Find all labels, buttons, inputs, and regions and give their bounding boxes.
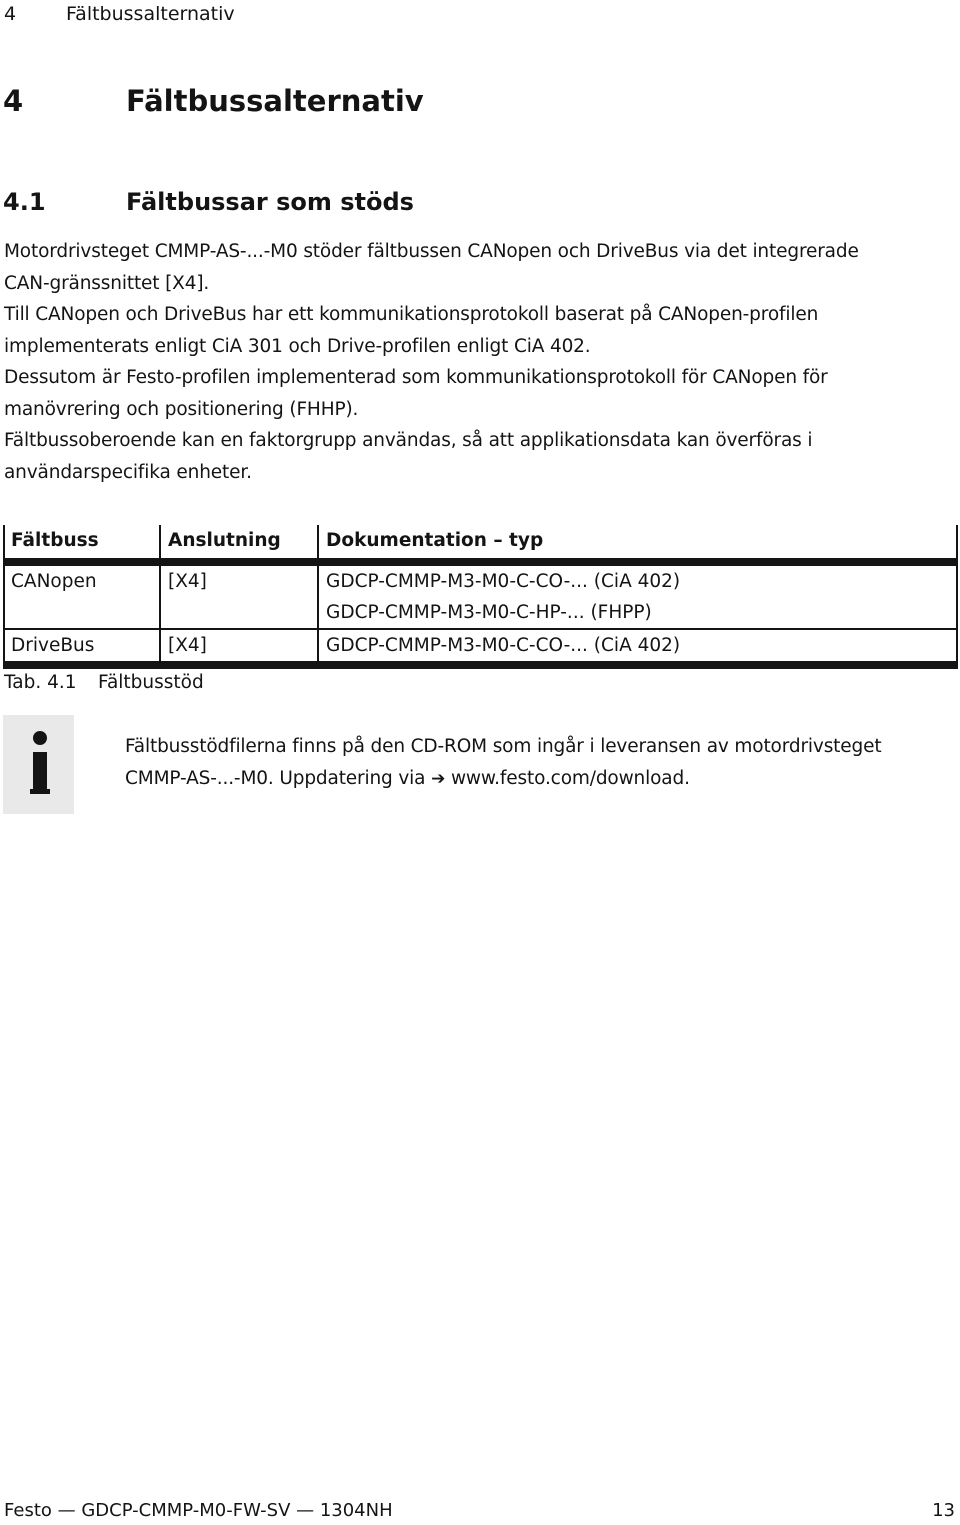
download-link[interactable]: www.festo.com/download.	[450, 768, 690, 789]
table-caption-text: Fältbusstöd	[98, 672, 204, 693]
doc-reference: GDCP-CMMP-M3-M0-C-HP-... (FHPP)	[326, 602, 652, 623]
info-note-line2: CMMP-AS-...-M0. Uppdatering via	[125, 768, 426, 789]
paragraph-festo-profile: Dessutom är Festo-profilen implementerad som kommunikationsprotokoll för CANopen för manövrering och positionering (FHHP).	[4, 367, 828, 420]
chapter-heading-number: 4	[3, 84, 24, 118]
paragraph-factor-group: Fältbussoberoende kan en faktorgrupp användas, så att applikationsdata kan överföras i användarspecifika enheter.	[4, 430, 813, 483]
table-cell-fieldbus: DriveBus	[11, 635, 95, 656]
footer-page-number: 13	[932, 1500, 955, 1521]
fieldbus-table	[3, 525, 958, 669]
footer-document-id: Festo — GDCP-CMMP-M0-FW-SV — 1304NH	[4, 1500, 393, 1521]
table-cell-documentation	[326, 566, 680, 628]
section-heading-number: 4.1	[3, 188, 46, 216]
table-header-connection: Anslutning	[168, 530, 281, 551]
running-header-chapter-number: 4	[4, 3, 17, 25]
table-cell-fieldbus: CANopen	[11, 571, 97, 592]
table-cell-documentation: GDCP-CMMP-M3-M0-C-CO-... (CiA 402)	[326, 635, 681, 656]
table-cell-connection: [X4]	[168, 635, 207, 656]
table-header-fieldbus: Fältbuss	[11, 530, 99, 551]
chapter-heading-title: Fältbussalternativ	[126, 84, 424, 118]
paragraph-fieldbus-support: Motordrivsteget CMMP-AS-...-M0 stöder fältbussen CANopen och DriveBus via det integrerade CAN-gränssnittet [X4].	[4, 241, 859, 294]
running-header-chapter-title: Fältbussalternativ	[66, 3, 235, 25]
section-heading-title: Fältbussar som stöds	[126, 188, 414, 216]
info-note-line1: Fältbusstödfilerna finns på den CD-ROM som ingår i leveransen av motordrivsteget	[125, 736, 882, 757]
table-header-documentation: Dokumentation – typ	[326, 530, 544, 551]
paragraph-protocol: Till CANopen och DriveBus har ett kommunikationsprotokoll baserat på CANopen-profilen implementerats enligt CiA 301 och Drive-profilen enligt CiA 402.	[4, 304, 819, 357]
table-bottom-rule	[3, 661, 958, 669]
table-header-rule	[3, 558, 958, 566]
table-cell-connection: [X4]	[168, 571, 207, 592]
table-header-row	[3, 525, 958, 558]
doc-reference: GDCP-CMMP-M3-M0-C-CO-... (CiA 402)	[326, 571, 681, 592]
table-caption-number: Tab. 4.1	[4, 672, 77, 693]
info-note-text	[125, 731, 945, 795]
table-row	[3, 566, 958, 628]
arrow-right-icon: ➔	[431, 769, 446, 789]
info-icon	[3, 715, 74, 814]
table-row	[3, 630, 958, 661]
